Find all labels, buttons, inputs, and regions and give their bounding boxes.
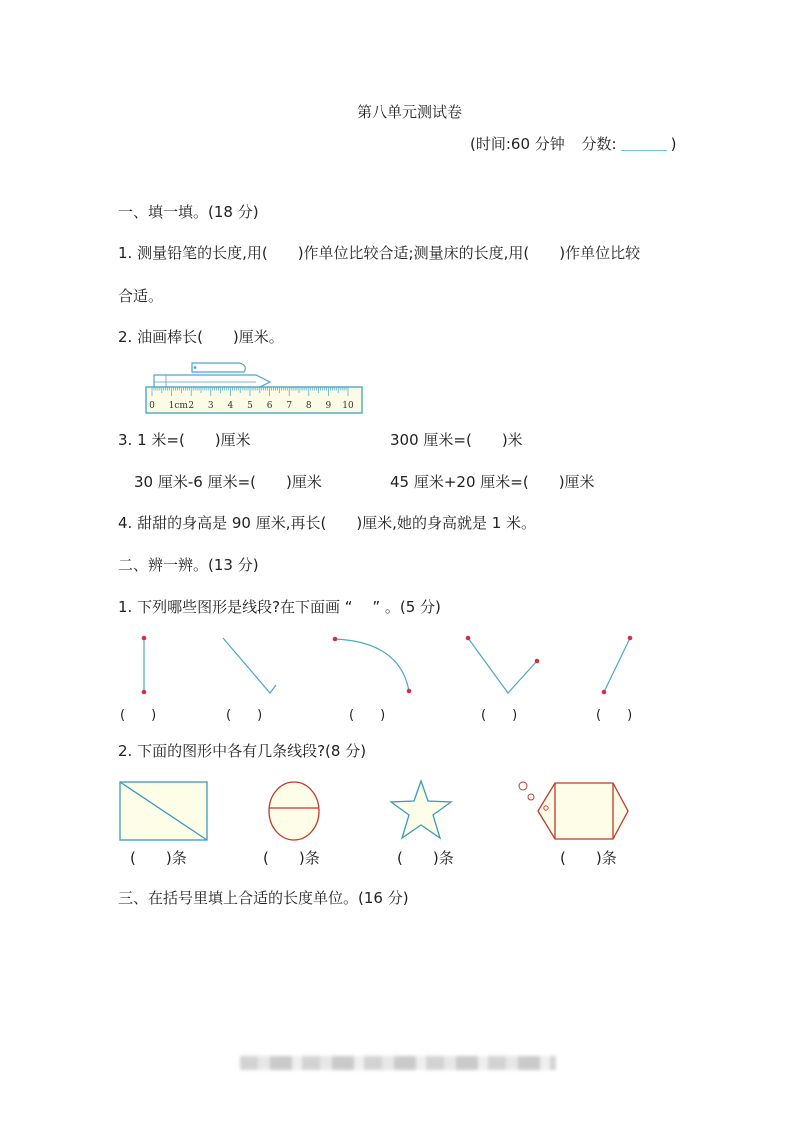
score-blank[interactable] bbox=[621, 136, 667, 151]
part2-text: 2. 下面的图形中各有几条线段?(8 分) bbox=[118, 742, 367, 760]
figure-slanted-segment bbox=[602, 636, 633, 695]
answer-blank-4[interactable]: ( ) bbox=[481, 708, 518, 723]
answer-blank-2[interactable]: ( ) bbox=[226, 708, 263, 723]
q4-text: 4. 甜甜的身高是 90 厘米,再长( )厘米,她的身高就是 1 米。 bbox=[118, 514, 537, 532]
ruler-label: 5 bbox=[247, 401, 253, 411]
figure-star bbox=[391, 781, 451, 838]
q3a-text: 3. 1 米=( )厘米 bbox=[118, 431, 251, 449]
figure-ray-diagonal bbox=[223, 638, 276, 693]
answer-blank-5[interactable]: ( ) bbox=[596, 708, 633, 723]
q2-text: 2. 油画棒长( )厘米。 bbox=[118, 328, 284, 346]
q3c-text: 30 厘米-6 厘米=( )厘米 bbox=[134, 473, 322, 491]
ruler-label: 10 bbox=[342, 401, 354, 411]
ruler-label: 0 bbox=[149, 401, 155, 411]
ruler-label: 4 bbox=[227, 401, 234, 411]
q3d-text: 45 厘米+20 厘米=( )厘米 bbox=[390, 473, 595, 491]
ruler-label: 6 bbox=[266, 401, 273, 411]
answer-blank-3[interactable]: ( ) bbox=[349, 708, 386, 723]
shape-figures bbox=[110, 775, 640, 845]
count-blank-2[interactable]: ( )条 bbox=[263, 849, 320, 867]
time-score-header bbox=[470, 134, 676, 154]
figure-arc bbox=[333, 637, 412, 694]
time-label: (时间:60 分钟 bbox=[470, 135, 565, 153]
ruler-figure bbox=[144, 358, 366, 416]
part1-text: 1. 下列哪些图形是线段?在下面画 “ ” 。(5 分) bbox=[118, 598, 441, 616]
ruler-label: 2 bbox=[188, 401, 195, 411]
crayon bbox=[154, 363, 270, 389]
section-1-heading: 一、填一填。(18 分) bbox=[118, 203, 259, 221]
header-close: ) bbox=[670, 135, 677, 153]
ruler-label: 8 bbox=[305, 401, 312, 411]
count-blank-4[interactable]: ( )条 bbox=[560, 849, 617, 867]
score-label: 分数: bbox=[581, 135, 617, 153]
count-blank-1[interactable]: ( )条 bbox=[130, 849, 187, 867]
ruler-label: 9 bbox=[325, 401, 332, 411]
count-blank-3[interactable]: ( )条 bbox=[397, 849, 454, 867]
answer-blank-1[interactable]: ( ) bbox=[120, 708, 157, 723]
figure-angle bbox=[466, 636, 540, 693]
q1-line1: 1. 测量铅笔的长度,用( )作单位比较合适;测量床的长度,用( )作单位比较 bbox=[118, 244, 641, 262]
figure-fish-hexagon bbox=[519, 782, 628, 839]
line-figures bbox=[110, 630, 650, 705]
page-title: 第八单元测试卷 bbox=[357, 103, 463, 121]
blurred-footer bbox=[240, 1056, 556, 1070]
ruler-label: 1cm bbox=[168, 401, 188, 411]
figure-vertical-segment bbox=[142, 636, 147, 695]
figure-ellipse-line bbox=[269, 782, 319, 840]
figure-rectangle-diagonal bbox=[120, 782, 207, 840]
section-2-heading: 二、辨一辨。(13 分) bbox=[118, 556, 259, 574]
ruler-label: 3 bbox=[207, 401, 214, 411]
q1-line2: 合适。 bbox=[118, 287, 164, 305]
section-3-heading: 三、在括号里填上合适的长度单位。(16 分) bbox=[118, 889, 409, 907]
q3b-text: 300 厘米=( )米 bbox=[390, 431, 523, 449]
ruler-label: 7 bbox=[286, 401, 293, 411]
